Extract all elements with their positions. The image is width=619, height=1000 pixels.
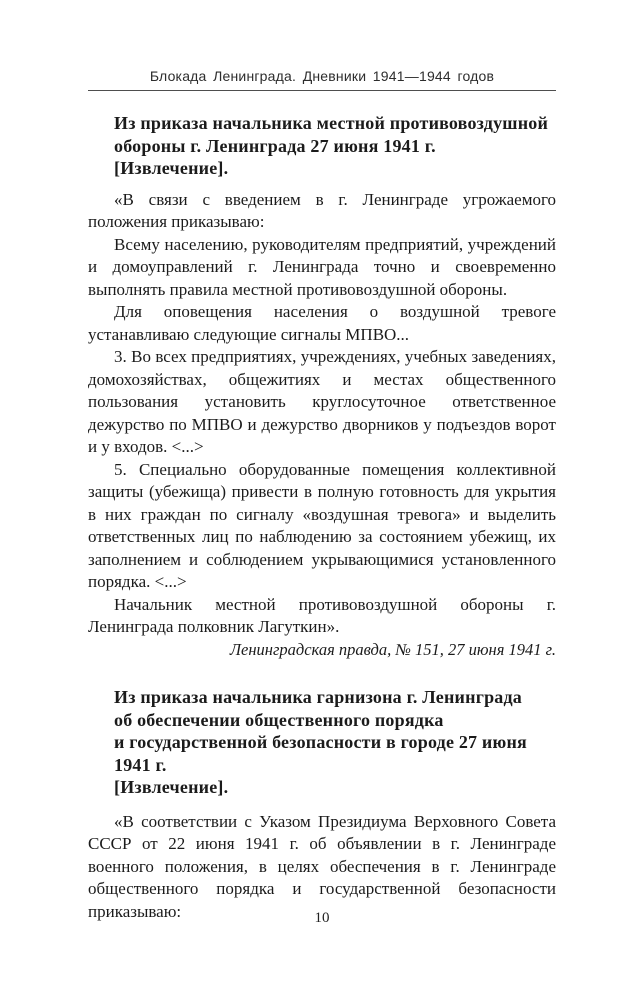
heading-line: и государственной безопасности в городе 27 июня	[114, 732, 527, 752]
heading-line: [Извлечение].	[114, 777, 229, 797]
page-number: 10	[314, 910, 330, 926]
running-head: Блокада Ленинграда. Дневники 1941—1944 годов	[149, 68, 495, 84]
paragraph: Начальник местной противовоздушной обороны г. Ленинграда полковник Лагуткин».	[88, 594, 556, 636]
article-2-heading	[88, 686, 556, 799]
paragraph: Всему населению, руководителям предприятий, учреждений и домоуправлений г. Ленинграда точно и своевременно выполнять правила местной противовоздушной обороны.	[88, 234, 556, 299]
paragraph: «В соответствии с Указом Президиума Верховного Совета СССР от 22 июня 1941 г. об объявлении в г. Ленинграде военного положения, в целях обеспечения в г. Ленинграде общественного порядка и государственной безопасности приказываю:	[88, 811, 556, 921]
article-2	[88, 686, 556, 923]
paragraph: Для оповещения населения о воздушной тревоге устанавливаю следующие сигналы МПВО...	[88, 302, 556, 344]
heading-line: 1941 г.	[114, 754, 167, 775]
heading-line: Из приказа начальника местной противовоздушной	[114, 113, 549, 133]
heading-line: [Извлечение].	[114, 158, 229, 178]
heading-line: Из приказа начальника гарнизона г. Ленинграда	[114, 687, 522, 707]
heading-line: обороны г. Ленинграда 27 июня 1941 г.	[114, 135, 436, 156]
paragraph: «В связи с введением в г. Ленинграде угрожаемого положения приказываю:	[88, 189, 556, 231]
source-citation: Ленинградская правда, № 151, 27 июня 1941 г.	[229, 639, 556, 659]
article-1	[88, 112, 556, 661]
paragraph: 5. Специально оборудованные помещения коллективной защиты (убежища) привести в полную готовность для укрытия в них граждан по сигналу «воздушная тревога» и выделить ответственных лиц по наблюдению за состоянием убежищ, их заполнением и соблюдением укрывающимися установленного порядка. <...>	[88, 459, 556, 591]
text-block	[88, 68, 556, 923]
header-rule	[88, 90, 556, 91]
paragraph: 3. Во всех предприятиях, учреждениях, учебных заведениях, домохозяйствах, общежитиях и местах общественного пользования установить круглосуточное ответственное дежурство по МПВО и дежурство дворников у подъездов ворот и у входов. <...>	[88, 347, 556, 456]
heading-line: об обеспечении общественного порядка	[114, 709, 444, 730]
article-1-heading	[88, 112, 556, 180]
